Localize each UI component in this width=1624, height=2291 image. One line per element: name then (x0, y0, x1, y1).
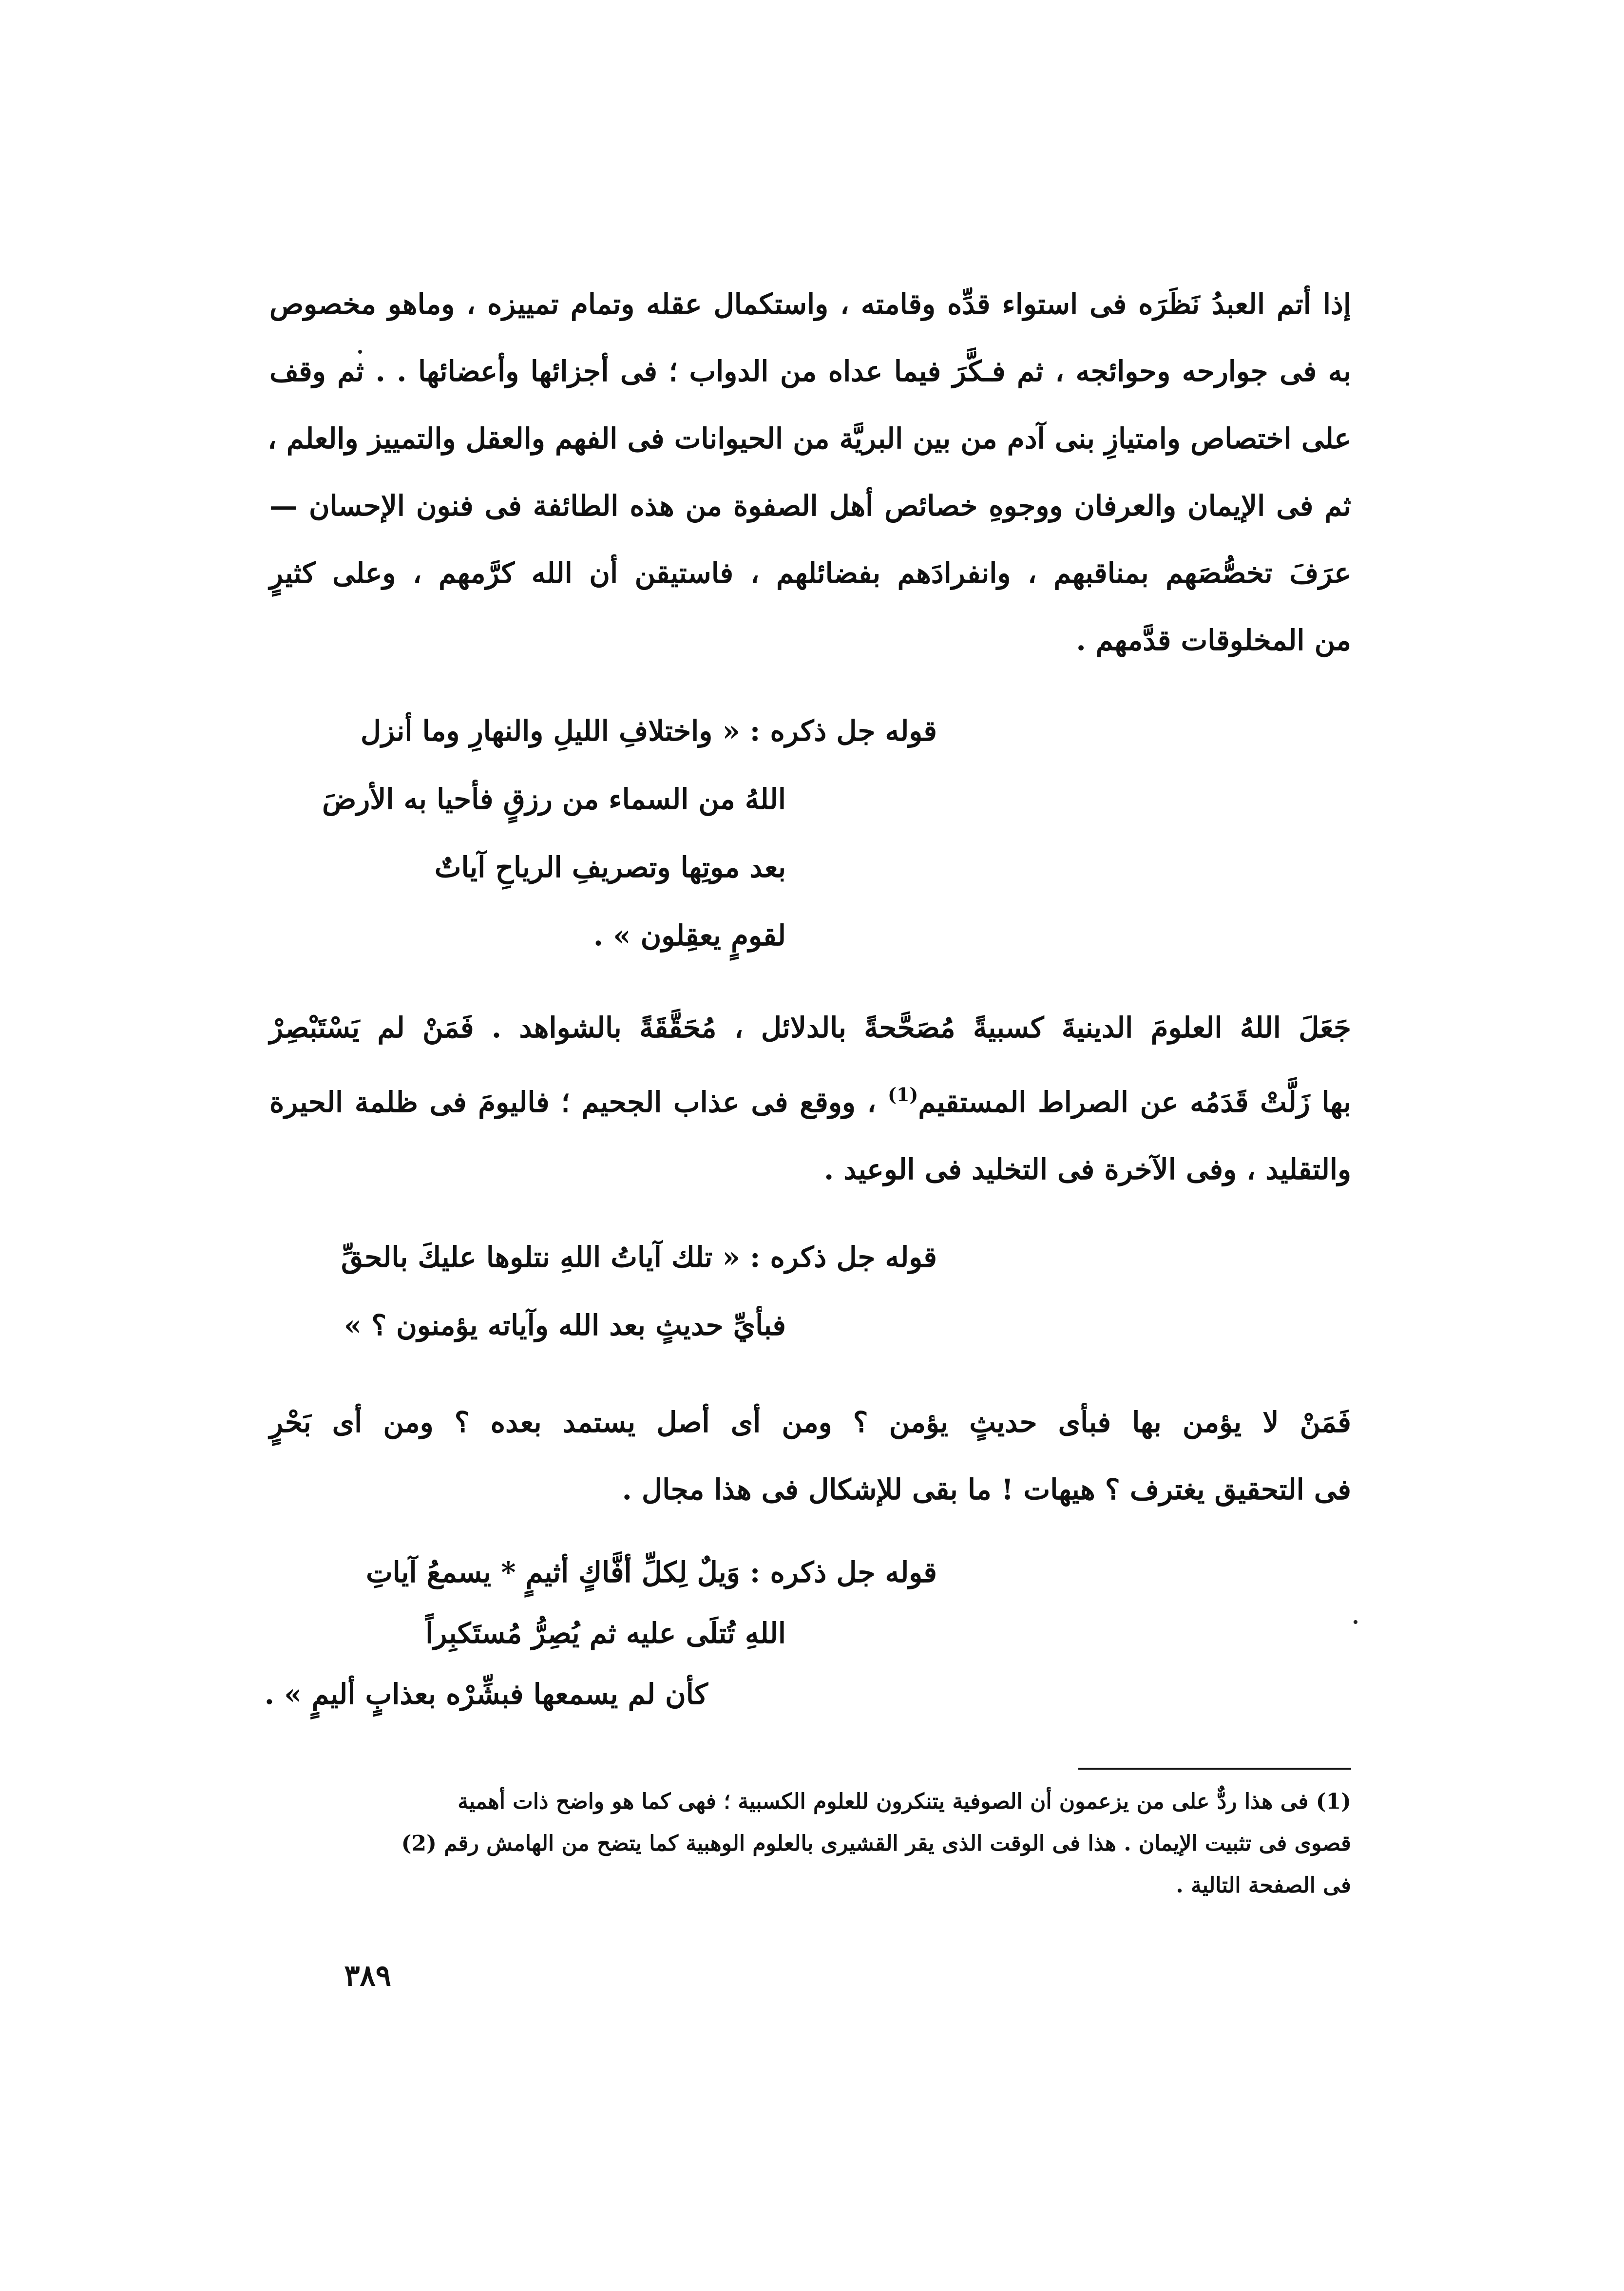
text-line (269, 1061, 1351, 1136)
text-line: به فى جوارحه وحوائجه ، ثم فـكَّرَ فيما عداه من الدواب ؛ فى أجزائها وأعضائها . . ثم وقف (269, 355, 1351, 388)
text-fragment: ، ووقع فى عذاب الجحيم ؛ فاليومَ فى ظلمة الحيرة (269, 1086, 888, 1119)
footnote-line: فى الصفحة التالية . (1176, 1873, 1351, 1898)
footnote-marker: (1) (887, 1084, 918, 1106)
footnote-line: قصوى فى تثبيت الإيمان . هذا فى الوقت الذى يقر القشيرى بالعلوم الوهبية كما يتضح من الهامش رقم (2) (401, 1831, 1351, 1856)
verse-line: لقومٍ يعقِلون » . (593, 919, 786, 952)
verse-line: كأن لم يسمعها فبشِّرْه بعذابٍ أليمٍ » . (264, 1678, 708, 1711)
verse-line: اللهِ تُتلَى عليه ثم يُصِرُّ مُستَكبِراً (425, 1617, 786, 1650)
print-speck (358, 350, 362, 354)
text-line: جَعَلَ اللهُ العلومَ الدينيةَ كسبيةً مُصَحَّحةً بالدلائل ، مُحَقَّقَةً بالشواهد . فَمَنْ لم يَسْتَبْصِرْ (269, 1011, 1351, 1044)
quran-verse-2 (341, 1223, 937, 1359)
verse-line: قوله جل ذكره : وَيلٌ لِكلِّ أفَّاكٍ أثيمٍ * يسمعُ آياتِ (366, 1556, 937, 1589)
text-line: إذا أتم العبدُ نَظَرَه فى استواء قدِّه وقامته ، واستكمال عقله وتمام تمييزه ، وماهو مخصوص (269, 287, 1351, 321)
commentary-paragraph-2 (269, 994, 1351, 1203)
verse-line: قوله جل ذكره : « تلك آياتُ اللهِ نتلوها عليكَ بالحقِّ (341, 1241, 937, 1274)
footnote-separator (1078, 1768, 1351, 1770)
text-line: ثم فى الإيمان والعرفان ووجوهِ خصائص أهل الصفوة من هذه الطائفة فى فنون الإحسان — (269, 489, 1351, 522)
verse-line: اللهُ من السماء من رزقٍ فأحيا به الأرضَ (322, 783, 786, 816)
quran-verse-3 (265, 1542, 937, 1725)
quran-verse-1 (322, 697, 937, 970)
text-line: عرَفَ تخصُّصَهم بمناقبهم ، وانفرادَهم بفضائلهم ، فاستيقن أن الله كرَّمهم ، وعلى كثيرٍ (269, 556, 1351, 590)
text-line: فى التحقيق يغترف ؟ هيهات ! ما بقى للإشكال فى هذا مجال . (622, 1473, 1351, 1506)
verse-line: بعد موتِها وتصريفِ الرياحِ آياتٌ (434, 851, 786, 884)
commentary-paragraph-3 (269, 1389, 1351, 1523)
text-line: على اختصاص وامتيازِ بنى آدم من بين البريَّة من الحيوانات فى الفهم والعقل والتمييز والعلم ، (267, 422, 1351, 455)
text-line: من المخلوقات قدَّمهم . (1076, 624, 1351, 657)
page-number: ٣٨٩ (344, 1959, 391, 1993)
footnote (269, 1781, 1351, 1907)
print-speck (1354, 1620, 1357, 1624)
text-line: فَمَنْ لا يؤمن بها فبأى حديثٍ يؤمن ؟ ومن أى أصل يستمد بعده ؟ ومن أى بَحْرٍ (269, 1406, 1351, 1439)
footnote-line: (1) فى هذا ردٌّ على من يزعمون أن الصوفية يتنكرون للعلوم الكسبية ؛ فهى كما هو واضح ذات أهمية (458, 1789, 1351, 1814)
commentary-paragraph-1 (269, 270, 1351, 674)
verse-line: فبأيِّ حديثٍ بعد الله وآياته يؤمنون ؟ » (344, 1309, 786, 1342)
text-fragment: بها زَلَّتْ قَدَمُه عن الصراط المستقيم (918, 1086, 1351, 1119)
text-line: والتقليد ، وفى الآخرة فى التخليد فى الوعيد . (823, 1153, 1351, 1186)
verse-line: قوله جل ذكره : « واختلافِ الليلِ والنهارِ وما أنزل (361, 714, 937, 747)
